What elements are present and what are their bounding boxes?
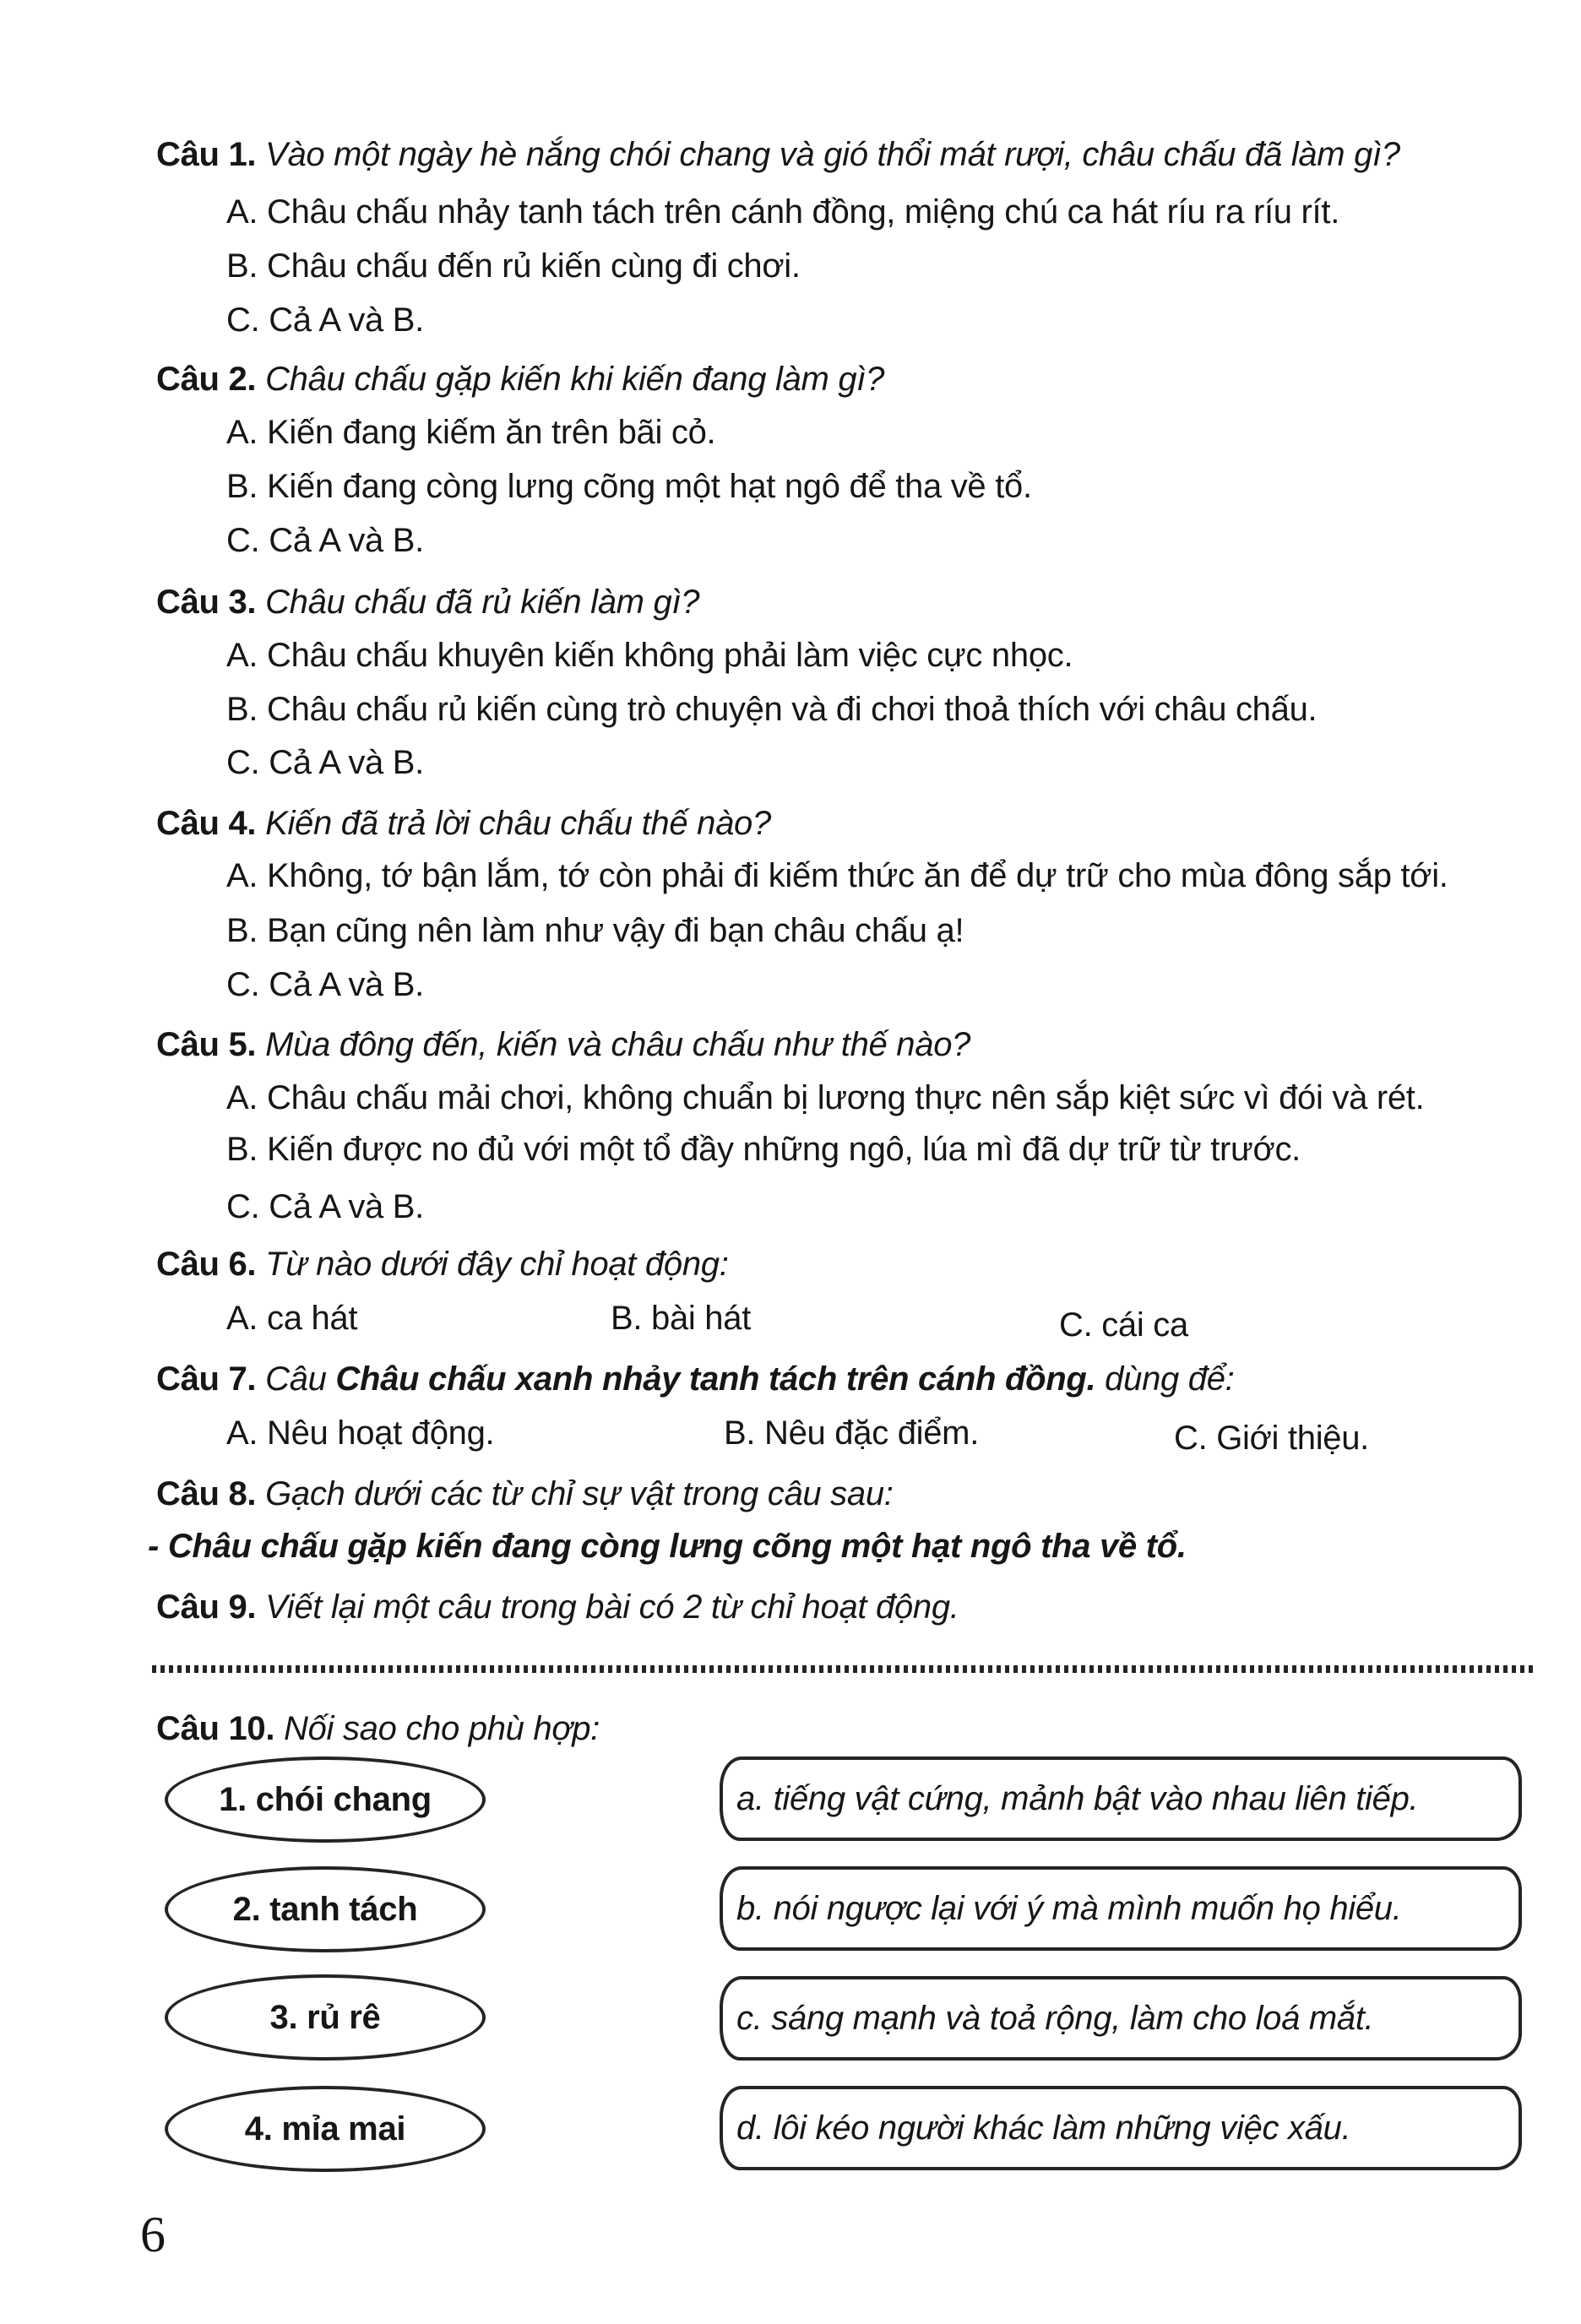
question-8-heading bbox=[156, 1473, 894, 1515]
match-right-item-a: a. tiếng vật cứng, mảnh bật vào nhau liên tiếp. bbox=[720, 1757, 1522, 1841]
match-right-item-d: d. lôi kéo người khác làm những việc xấu. bbox=[720, 2086, 1522, 2170]
question-5-label: Câu 5. bbox=[156, 1026, 257, 1063]
question-6-option-c: C. cái ca bbox=[1059, 1306, 1188, 1344]
question-5-option-b: B. Kiến được no đủ với một tổ đầy những ngô, lúa mì đã dự trữ từ trước. bbox=[226, 1131, 1301, 1168]
question-5-heading bbox=[156, 1024, 970, 1066]
question-3-label: Câu 3. bbox=[156, 584, 257, 621]
match-right-item-b: b. nói ngược lại với ý mà mình muốn họ hiểu. bbox=[720, 1866, 1522, 1951]
question-2-text: Châu chấu gặp kiến khi kiến đang làm gì? bbox=[265, 361, 885, 398]
question-4-heading bbox=[156, 802, 771, 844]
question-1-text: Vào một ngày hè nắng chói chang và gió thổi mát rượi, châu chấu đã làm gì? bbox=[265, 136, 1400, 173]
question-7-option-b: B. Nêu đặc điểm. bbox=[724, 1414, 980, 1452]
question-3-option-c: C. Cả A và B. bbox=[226, 744, 424, 781]
question-2-option-c: C. Cả A và B. bbox=[226, 522, 424, 559]
question-7-option-a: A. Nêu hoạt động. bbox=[226, 1414, 495, 1452]
question-6-heading bbox=[156, 1243, 729, 1285]
question-7-text-emphasis: Châu chấu xanh nhảy tanh tách trên cánh đồng. bbox=[335, 1360, 1096, 1398]
match-left-item-3: 3. rủ rê bbox=[165, 1974, 486, 2061]
match-left-item-1: 1. chói chang bbox=[165, 1757, 486, 1843]
question-6-option-b: B. bài hát bbox=[611, 1300, 752, 1337]
question-1-option-b: B. Châu chấu đến rủ kiến cùng đi chơi. bbox=[226, 247, 801, 285]
question-7-heading bbox=[156, 1358, 1234, 1400]
question-8-text: Gạch dưới các từ chỉ sự vật trong câu sau: bbox=[265, 1475, 894, 1512]
question-1-option-c: C. Cả A và B. bbox=[226, 301, 424, 339]
answer-dotted-line bbox=[152, 1665, 1537, 1673]
question-5-option-a: A. Châu chấu mải chơi, không chuẩn bị lương thực nên sắp kiệt sức vì đói và rét. bbox=[226, 1079, 1425, 1116]
question-6-label: Câu 6. bbox=[156, 1246, 257, 1283]
question-3-option-b: B. Châu chấu rủ kiến cùng trò chuyện và đi chơi thoả thích với châu chấu. bbox=[226, 691, 1318, 728]
question-3-text: Châu chấu đã rủ kiến làm gì? bbox=[265, 584, 700, 621]
question-8-label: Câu 8. bbox=[156, 1475, 257, 1512]
page-number: 6 bbox=[140, 2207, 166, 2262]
question-8-sentence: - Châu chấu gặp kiến đang còng lưng cõng một hạt ngô tha về tổ. bbox=[148, 1528, 1187, 1565]
question-4-option-c: C. Cả A và B. bbox=[226, 966, 424, 1003]
question-4-option-b: B. Bạn cũng nên làm như vậy đi bạn châu chấu ạ! bbox=[226, 912, 964, 949]
question-10-text: Nối sao cho phù hợp: bbox=[284, 1710, 600, 1747]
question-2-option-b: B. Kiến đang còng lưng cõng một hạt ngô để tha về tổ. bbox=[226, 468, 1032, 505]
question-10-heading bbox=[156, 1708, 600, 1750]
question-1-heading bbox=[156, 133, 1400, 176]
question-5-text: Mùa đông đến, kiến và châu chấu như thế nào? bbox=[265, 1026, 971, 1063]
question-9-text: Viết lại một câu trong bài có 2 từ chỉ hoạt động. bbox=[265, 1588, 959, 1626]
match-left-item-2: 2. tanh tách bbox=[165, 1866, 486, 1952]
question-10-label: Câu 10. bbox=[156, 1710, 275, 1747]
question-6-text: Từ nào dưới đây chỉ hoạt động: bbox=[265, 1246, 729, 1283]
question-2-option-a: A. Kiến đang kiếm ăn trên bãi cỏ. bbox=[226, 414, 716, 451]
question-4-text: Kiến đã trả lời châu chấu thế nào? bbox=[265, 805, 771, 842]
question-7-text-suffix: dùng để: bbox=[1105, 1360, 1235, 1398]
question-7-option-c: C. Giới thiệu. bbox=[1174, 1420, 1369, 1457]
question-1-option-a: A. Châu chấu nhảy tanh tách trên cánh đồng, miệng chú ca hát ríu ra ríu rít. bbox=[226, 193, 1340, 231]
question-2-label: Câu 2. bbox=[156, 361, 257, 398]
question-4-label: Câu 4. bbox=[156, 805, 257, 842]
question-2-heading bbox=[156, 358, 884, 400]
question-9-label: Câu 9. bbox=[156, 1588, 257, 1626]
question-9-heading bbox=[156, 1586, 959, 1628]
question-7-text-prefix: Câu bbox=[265, 1360, 327, 1398]
match-left-item-4: 4. mỉa mai bbox=[165, 2086, 486, 2172]
match-right-item-c: c. sáng mạnh và toả rộng, làm cho loá mắt. bbox=[720, 1976, 1522, 2061]
question-3-heading bbox=[156, 581, 699, 623]
question-7-label: Câu 7. bbox=[156, 1360, 257, 1398]
question-3-option-a: A. Châu chấu khuyên kiến không phải làm việc cực nhọc. bbox=[226, 637, 1073, 674]
question-5-option-c: C. Cả A và B. bbox=[226, 1188, 424, 1225]
question-4-option-a: A. Không, tớ bận lắm, tớ còn phải đi kiếm thức ăn để dự trữ cho mùa đông sắp tới. bbox=[226, 857, 1448, 894]
question-1-label: Câu 1. bbox=[156, 136, 257, 173]
question-6-option-a: A. ca hát bbox=[226, 1300, 358, 1337]
